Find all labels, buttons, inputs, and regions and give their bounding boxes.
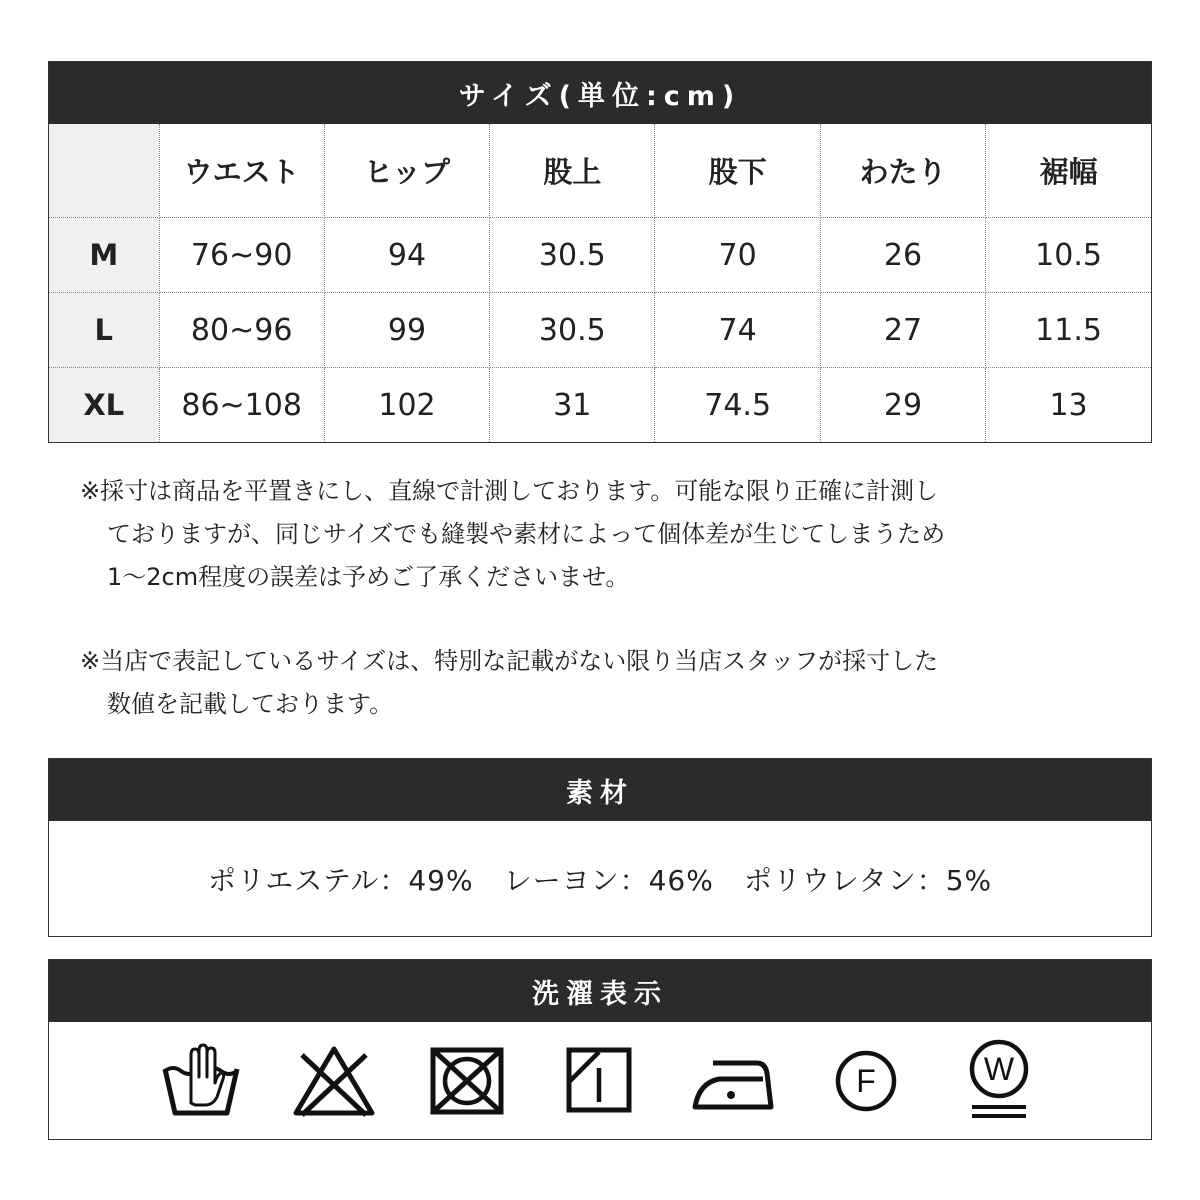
table-cell: 30.5 <box>490 218 655 293</box>
table-cell: 31 <box>490 368 655 443</box>
header-hip: ヒップ <box>324 124 489 218</box>
dry-clean-letter: F <box>856 1062 876 1099</box>
size-label: XL <box>49 368 159 443</box>
table-cell: 99 <box>324 293 489 368</box>
table-cell: 94 <box>324 218 489 293</box>
material-box <box>48 758 1152 937</box>
size-table-title: サイズ(単位:cm) <box>49 62 1151 124</box>
size-table-header-row <box>49 124 1151 218</box>
table-cell: 29 <box>820 368 985 443</box>
material-composition <box>49 821 1151 936</box>
hand-wash-icon <box>135 1031 268 1131</box>
wet-clean-w-icon <box>933 1031 1066 1131</box>
material-title: 素材 <box>49 759 1151 821</box>
note-line: ておりますが、同じサイズでも縫製や素材によって個体差が生じてしまうため <box>107 520 946 548</box>
size-label: L <box>49 293 159 368</box>
table-cell: 74.5 <box>655 368 820 443</box>
size-table-box <box>48 61 1152 443</box>
note-line: ※当店で表記しているサイズは、特別な記載がない限り当店スタッフが採寸した <box>80 647 939 675</box>
table-cell: 74 <box>655 293 820 368</box>
measurement-note <box>80 470 1140 599</box>
table-cell: 70 <box>655 218 820 293</box>
note-line: ※採寸は商品を平置きにし、直線で計測しております。可能な限り正確に計測し <box>80 477 939 505</box>
table-cell: 86~108 <box>159 368 324 443</box>
no-bleach-icon <box>268 1031 401 1131</box>
table-cell: 102 <box>324 368 489 443</box>
table-cell: 30.5 <box>490 293 655 368</box>
material-item-polyurethane: ポリウレタン：5% <box>743 863 993 897</box>
no-tumble-dry-icon <box>401 1031 534 1131</box>
table-cell: 80~96 <box>159 293 324 368</box>
table-row <box>49 293 1151 368</box>
line-dry-icon <box>534 1031 667 1131</box>
wet-clean-letter: W <box>983 1050 1015 1087</box>
iron-low-icon <box>667 1031 800 1131</box>
header-hem-width: 裾幅 <box>986 124 1151 218</box>
note-line: 数値を記載しております。 <box>107 690 394 718</box>
table-cell: 13 <box>1049 387 1088 423</box>
material-item-polyester: ポリエステル：49% <box>207 863 474 897</box>
table-cell: 26 <box>820 218 985 293</box>
care-icons <box>49 1022 1151 1139</box>
care-label-box <box>48 959 1152 1140</box>
header-corner-cell <box>49 124 159 218</box>
header-inseam: 股下 <box>655 124 820 218</box>
size-source-note <box>80 640 1140 726</box>
size-label: M <box>49 218 159 293</box>
note-line: 1～2cm程度の誤差は予めご了承くださいませ。 <box>107 563 630 591</box>
table-cell: 10.5 <box>986 218 1151 293</box>
table-cell: 27 <box>820 293 985 368</box>
table-cell: 76~90 <box>159 218 324 293</box>
table-cell: 11.5 <box>986 293 1151 368</box>
dry-clean-f-icon <box>800 1031 933 1131</box>
material-item-rayon: レーヨン：46% <box>503 863 714 897</box>
size-table <box>49 124 1151 442</box>
table-row <box>49 368 1151 443</box>
care-title: 洗濯表示 <box>49 960 1151 1022</box>
header-waist: ウエスト <box>159 124 324 218</box>
header-rise: 股上 <box>490 124 655 218</box>
table-row <box>49 218 1151 293</box>
header-thigh: わたり <box>820 124 985 218</box>
